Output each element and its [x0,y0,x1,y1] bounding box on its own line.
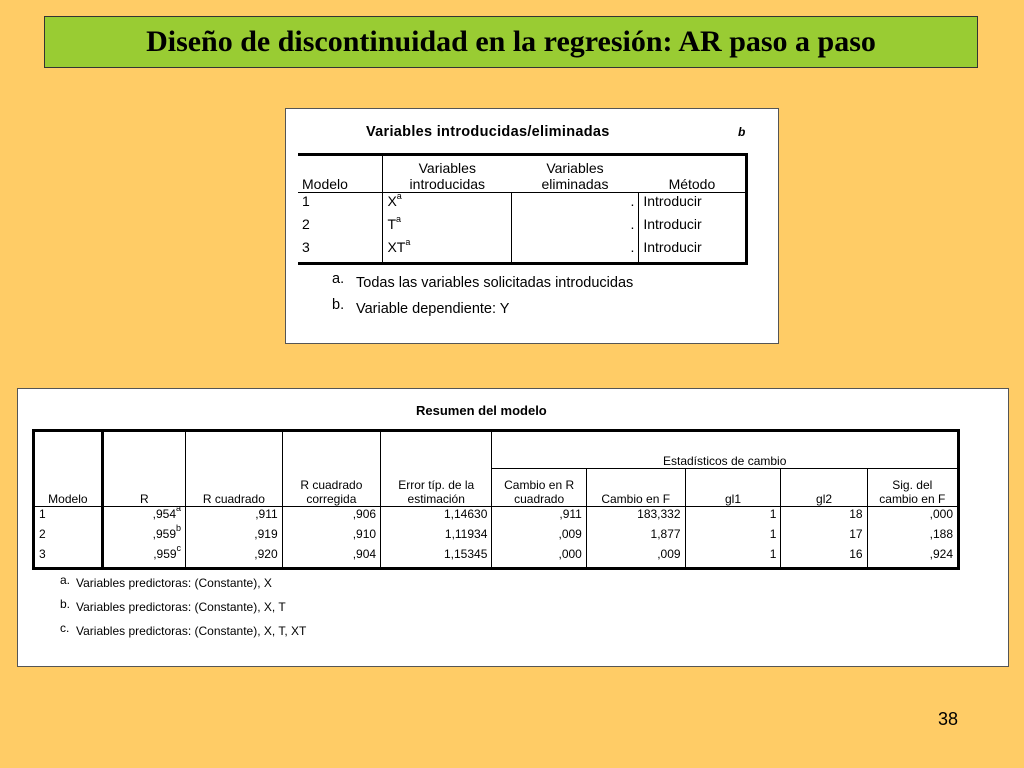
header-modelo: Modelo [34,469,103,507]
cell-r [102,523,185,547]
cell-r [102,543,185,569]
header-cambio-r-cuadrado: Cambio en R cuadrado [492,469,586,507]
model-summary-panel [17,388,1009,667]
slide-title-box [44,16,978,68]
variables-table-header-row [298,155,747,193]
cell-metodo: Introducir [639,216,747,239]
footnote-text: Variables predictoras: (Constante), X, T, XT [76,624,307,638]
header-spacer [282,431,380,469]
variables-table-title [366,124,746,140]
footnote [332,271,634,301]
header-gl1: gl1 [685,469,781,507]
header-r-cuadrado: R cuadrado [186,469,283,507]
cell-metodo: Introducir [639,239,747,264]
cell-gl1: 1 [685,507,781,528]
footnote-key: b. [60,597,71,611]
cell-modelo: 3 [34,547,103,569]
header-r: R [102,469,185,507]
footnote-text: Todas las variables solicitadas introducidas [356,275,634,291]
slide-title: Diseño de discontinuidad en la regresión: AR paso a paso [146,25,876,58]
cell-error-tipico: 1,15345 [381,547,492,569]
footnote [60,573,306,600]
cell-gl2: 18 [781,507,867,528]
header-spacer [381,431,492,469]
table-row [34,507,959,528]
footnote-key: b. [332,297,345,313]
footnote-key: c. [60,621,70,635]
cell-r-cuadrado-corregida: ,906 [282,507,380,528]
header-sig-cambio-f: Sig. del cambio en F [867,469,958,507]
header-r-cuadrado-corregida: R cuadrado corregida [282,469,380,507]
header-spacer [34,431,103,469]
cell-eliminadas: . [511,239,639,264]
model-summary-header-row [34,469,959,507]
cell-gl1: 1 [685,547,781,569]
cell-introducidas-text: XT [387,239,406,255]
cell-r-cuadrado: ,920 [186,547,283,569]
footnote [332,297,633,327]
model-summary-title: Resumen del modelo [416,403,547,418]
footnote-mark: a [176,503,182,513]
footnote-text: Variables predictoras: (Constante), X, T [76,600,286,614]
variables-table [298,153,748,265]
cell-modelo: 2 [302,216,310,232]
cell-gl2: 16 [781,547,867,569]
cell-modelo: 1 [34,507,103,528]
cell-modelo: 3 [298,239,383,264]
cell-eliminadas: . [511,193,639,217]
cell-gl1: 1 [685,527,781,547]
model-summary-table [32,429,960,570]
cell-introducidas [383,216,511,239]
cell-r-value: ,959 [152,527,177,541]
cell-gl2: 17 [781,527,867,547]
cell-cambio-f: 1,877 [586,527,685,547]
cell-r-cuadrado: ,919 [186,527,283,547]
footnote-key: a. [60,573,71,587]
header-error-tipico: Error típ. de la estimación [381,469,492,507]
variables-table-panel [285,108,779,344]
cell-metodo: Introducir [639,193,747,217]
cell-r-cuadrado-corregida: ,910 [282,527,380,547]
footnote-key: a. [332,271,345,287]
cell-introducidas-text: T [387,216,396,232]
cell-error-tipico: 1,14630 [381,507,492,528]
cell-r-value: ,959 [153,547,177,561]
table-row [298,239,747,264]
table-row [298,193,747,217]
cell-r-value: ,954 [152,507,177,521]
header-metodo: Método [639,155,747,193]
header-gl2: gl2 [781,469,867,507]
cell-error-tipico: 1,11934 [381,527,492,547]
cell-r [102,503,185,528]
cell-cambio-f: 183,332 [586,507,685,528]
cell-modelo: 1 [302,193,310,209]
cell-sig-cambio-f: ,924 [867,547,958,569]
cell-cambio-f: ,009 [586,547,685,569]
variables-table-title-sup: b [738,125,746,139]
footnote-mark: c [176,543,182,553]
cell-sig-cambio-f: ,000 [867,507,958,528]
cell-cambio-r-cuadrado: ,000 [492,547,586,569]
table-row [34,547,959,569]
cell-cambio-r-cuadrado: ,911 [492,507,586,528]
cell-cambio-r-cuadrado: ,009 [492,527,586,547]
footnote-text: Variables predictoras: (Constante), X [76,576,272,590]
header-variables-introducidas: Variables introducidas [383,155,511,193]
page-number: 38 [938,709,959,729]
variables-table-notes [332,271,634,327]
header-spacer [102,431,185,469]
cell-r-cuadrado: ,911 [186,507,283,528]
variables-table-title-text: Variables introducidas/eliminadas [366,124,610,140]
footnote-text: Variable dependiente: Y [356,301,510,317]
cell-introducidas-text: X [387,193,397,209]
table-row [298,216,747,239]
cell-eliminadas: . [511,216,639,239]
cell-r-cuadrado-corregida: ,904 [282,547,380,569]
footnote-mark: b [176,523,182,533]
cell-introducidas [383,193,511,217]
header-modelo: Modelo [298,155,383,193]
model-summary-group-header-row [34,431,959,469]
footnote-mark: a [405,237,411,247]
footnote-mark: a [396,214,402,224]
header-estadisticos-de-cambio: Estadísticos de cambio [492,431,959,469]
header-cambio-f: Cambio en F [586,469,685,507]
footnote [60,597,306,624]
cell-introducidas [383,239,511,264]
header-variables-eliminadas: Variables eliminadas [511,155,639,193]
model-summary-notes [60,573,307,648]
table-row [34,527,959,547]
cell-sig-cambio-f: ,188 [867,527,958,547]
header-spacer [186,431,283,469]
cell-modelo: 2 [34,527,103,547]
footnote-mark: a [396,191,402,201]
footnote [60,621,307,648]
